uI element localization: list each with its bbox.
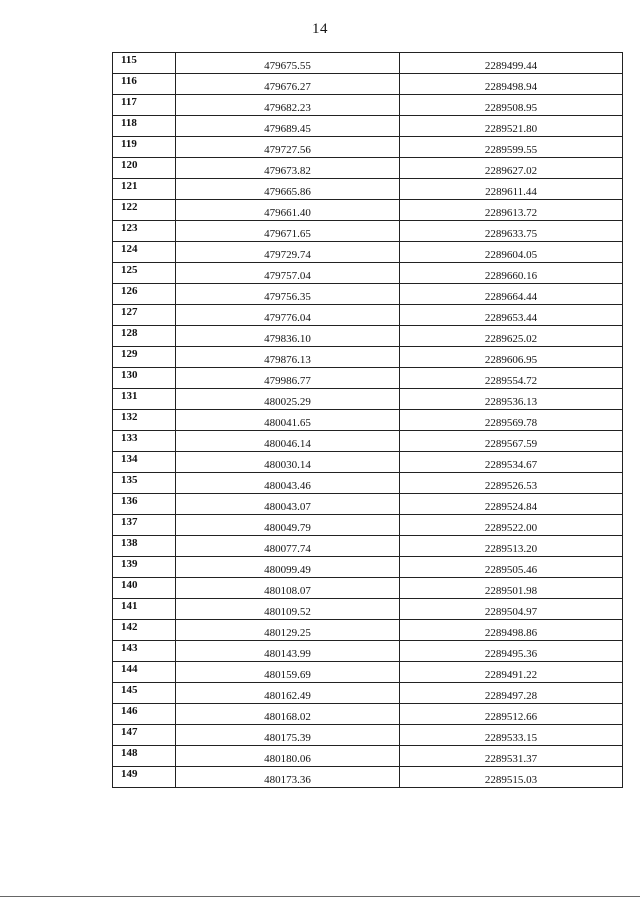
point-number-cell: 125 bbox=[113, 263, 176, 284]
point-number-cell: 146 bbox=[113, 704, 176, 725]
x-coordinate-cell: 479757.04 bbox=[176, 263, 400, 284]
point-number-cell: 142 bbox=[113, 620, 176, 641]
y-coordinate-cell: 2289513.20 bbox=[400, 536, 623, 557]
table-row bbox=[113, 431, 623, 452]
coordinates-table-body bbox=[113, 53, 623, 788]
table-row bbox=[113, 557, 623, 578]
y-coordinate-cell: 2289533.15 bbox=[400, 725, 623, 746]
table-row bbox=[113, 305, 623, 326]
table-row bbox=[113, 200, 623, 221]
table-row bbox=[113, 746, 623, 767]
point-number-cell: 120 bbox=[113, 158, 176, 179]
x-coordinate-cell: 479673.82 bbox=[176, 158, 400, 179]
table-row bbox=[113, 410, 623, 431]
table-row bbox=[113, 242, 623, 263]
x-coordinate-cell: 480129.25 bbox=[176, 620, 400, 641]
x-coordinate-cell: 479676.27 bbox=[176, 74, 400, 95]
point-number-cell: 149 bbox=[113, 767, 176, 788]
x-coordinate-cell: 480099.49 bbox=[176, 557, 400, 578]
point-number-cell: 134 bbox=[113, 452, 176, 473]
table-row bbox=[113, 704, 623, 725]
point-number-cell: 133 bbox=[113, 431, 176, 452]
y-coordinate-cell: 2289604.05 bbox=[400, 242, 623, 263]
table-row bbox=[113, 473, 623, 494]
y-coordinate-cell: 2289524.84 bbox=[400, 494, 623, 515]
x-coordinate-cell: 480168.02 bbox=[176, 704, 400, 725]
point-number-cell: 119 bbox=[113, 137, 176, 158]
x-coordinate-cell: 479776.04 bbox=[176, 305, 400, 326]
x-coordinate-cell: 479727.56 bbox=[176, 137, 400, 158]
table-row bbox=[113, 95, 623, 116]
point-number-cell: 121 bbox=[113, 179, 176, 200]
point-number-cell: 141 bbox=[113, 599, 176, 620]
point-number-cell: 138 bbox=[113, 536, 176, 557]
x-coordinate-cell: 480046.14 bbox=[176, 431, 400, 452]
y-coordinate-cell: 2289633.75 bbox=[400, 221, 623, 242]
point-number-cell: 132 bbox=[113, 410, 176, 431]
y-coordinate-cell: 2289567.59 bbox=[400, 431, 623, 452]
x-coordinate-cell: 480049.79 bbox=[176, 515, 400, 536]
y-coordinate-cell: 2289501.98 bbox=[400, 578, 623, 599]
y-coordinate-cell: 2289625.02 bbox=[400, 326, 623, 347]
y-coordinate-cell: 2289627.02 bbox=[400, 158, 623, 179]
table-row bbox=[113, 662, 623, 683]
y-coordinate-cell: 2289491.22 bbox=[400, 662, 623, 683]
x-coordinate-cell: 479836.10 bbox=[176, 326, 400, 347]
point-number-cell: 135 bbox=[113, 473, 176, 494]
point-number-cell: 147 bbox=[113, 725, 176, 746]
point-number-cell: 144 bbox=[113, 662, 176, 683]
y-coordinate-cell: 2289606.95 bbox=[400, 347, 623, 368]
x-coordinate-cell: 480175.39 bbox=[176, 725, 400, 746]
y-coordinate-cell: 2289599.55 bbox=[400, 137, 623, 158]
table-row bbox=[113, 494, 623, 515]
table-row bbox=[113, 389, 623, 410]
x-coordinate-cell: 480041.65 bbox=[176, 410, 400, 431]
y-coordinate-cell: 2289508.95 bbox=[400, 95, 623, 116]
point-number-cell: 131 bbox=[113, 389, 176, 410]
x-coordinate-cell: 480108.07 bbox=[176, 578, 400, 599]
y-coordinate-cell: 2289613.72 bbox=[400, 200, 623, 221]
table-row bbox=[113, 137, 623, 158]
y-coordinate-cell: 2289498.86 bbox=[400, 620, 623, 641]
y-coordinate-cell: 2289515.03 bbox=[400, 767, 623, 788]
x-coordinate-cell: 480043.46 bbox=[176, 473, 400, 494]
x-coordinate-cell: 480159.69 bbox=[176, 662, 400, 683]
point-number-cell: 137 bbox=[113, 515, 176, 536]
table-row bbox=[113, 263, 623, 284]
x-coordinate-cell: 479756.35 bbox=[176, 284, 400, 305]
x-coordinate-cell: 479671.65 bbox=[176, 221, 400, 242]
y-coordinate-cell: 2289554.72 bbox=[400, 368, 623, 389]
table-row bbox=[113, 683, 623, 704]
y-coordinate-cell: 2289526.53 bbox=[400, 473, 623, 494]
y-coordinate-cell: 2289497.28 bbox=[400, 683, 623, 704]
y-coordinate-cell: 2289536.13 bbox=[400, 389, 623, 410]
table-row bbox=[113, 221, 623, 242]
table-row bbox=[113, 515, 623, 536]
y-coordinate-cell: 2289534.67 bbox=[400, 452, 623, 473]
x-coordinate-cell: 479661.40 bbox=[176, 200, 400, 221]
point-number-cell: 136 bbox=[113, 494, 176, 515]
table-row bbox=[113, 116, 623, 137]
x-coordinate-cell: 480180.06 bbox=[176, 746, 400, 767]
point-number-cell: 148 bbox=[113, 746, 176, 767]
y-coordinate-cell: 2289653.44 bbox=[400, 305, 623, 326]
point-number-cell: 129 bbox=[113, 347, 176, 368]
x-coordinate-cell: 479665.86 bbox=[176, 179, 400, 200]
table-row bbox=[113, 347, 623, 368]
y-coordinate-cell: 2289569.78 bbox=[400, 410, 623, 431]
x-coordinate-cell: 480173.36 bbox=[176, 767, 400, 788]
x-coordinate-cell: 479682.23 bbox=[176, 95, 400, 116]
table-row bbox=[113, 599, 623, 620]
x-coordinate-cell: 480030.14 bbox=[176, 452, 400, 473]
point-number-cell: 124 bbox=[113, 242, 176, 263]
y-coordinate-cell: 2289522.00 bbox=[400, 515, 623, 536]
coordinates-table bbox=[112, 52, 623, 788]
y-coordinate-cell: 2289512.66 bbox=[400, 704, 623, 725]
point-number-cell: 127 bbox=[113, 305, 176, 326]
table-row bbox=[113, 53, 623, 74]
table-row bbox=[113, 452, 623, 473]
point-number-cell: 123 bbox=[113, 221, 176, 242]
table-row bbox=[113, 368, 623, 389]
table-row bbox=[113, 179, 623, 200]
table-row bbox=[113, 725, 623, 746]
point-number-cell: 126 bbox=[113, 284, 176, 305]
y-coordinate-cell: 2289611.44 bbox=[400, 179, 623, 200]
point-number-cell: 116 bbox=[113, 74, 176, 95]
x-coordinate-cell: 480025.29 bbox=[176, 389, 400, 410]
x-coordinate-cell: 479689.45 bbox=[176, 116, 400, 137]
y-coordinate-cell: 2289499.44 bbox=[400, 53, 623, 74]
point-number-cell: 145 bbox=[113, 683, 176, 704]
point-number-cell: 117 bbox=[113, 95, 176, 116]
point-number-cell: 139 bbox=[113, 557, 176, 578]
x-coordinate-cell: 480077.74 bbox=[176, 536, 400, 557]
y-coordinate-cell: 2289498.94 bbox=[400, 74, 623, 95]
point-number-cell: 130 bbox=[113, 368, 176, 389]
point-number-cell: 128 bbox=[113, 326, 176, 347]
point-number-cell: 115 bbox=[113, 53, 176, 74]
x-coordinate-cell: 479675.55 bbox=[176, 53, 400, 74]
x-coordinate-cell: 479986.77 bbox=[176, 368, 400, 389]
x-coordinate-cell: 479729.74 bbox=[176, 242, 400, 263]
x-coordinate-cell: 479876.13 bbox=[176, 347, 400, 368]
table-row bbox=[113, 620, 623, 641]
point-number-cell: 118 bbox=[113, 116, 176, 137]
y-coordinate-cell: 2289495.36 bbox=[400, 641, 623, 662]
point-number-cell: 122 bbox=[113, 200, 176, 221]
y-coordinate-cell: 2289504.97 bbox=[400, 599, 623, 620]
y-coordinate-cell: 2289531.37 bbox=[400, 746, 623, 767]
x-coordinate-cell: 480043.07 bbox=[176, 494, 400, 515]
x-coordinate-cell: 480162.49 bbox=[176, 683, 400, 704]
y-coordinate-cell: 2289505.46 bbox=[400, 557, 623, 578]
table-row bbox=[113, 536, 623, 557]
table-row bbox=[113, 578, 623, 599]
y-coordinate-cell: 2289521.80 bbox=[400, 116, 623, 137]
footer-rule bbox=[0, 896, 640, 897]
table-row bbox=[113, 326, 623, 347]
table-row bbox=[113, 284, 623, 305]
x-coordinate-cell: 480143.99 bbox=[176, 641, 400, 662]
y-coordinate-cell: 2289660.16 bbox=[400, 263, 623, 284]
page-number: 14 bbox=[312, 21, 328, 37]
table-row bbox=[113, 158, 623, 179]
y-coordinate-cell: 2289664.44 bbox=[400, 284, 623, 305]
point-number-cell: 143 bbox=[113, 641, 176, 662]
table-row bbox=[113, 767, 623, 788]
table-row bbox=[113, 74, 623, 95]
x-coordinate-cell: 480109.52 bbox=[176, 599, 400, 620]
table-row bbox=[113, 641, 623, 662]
point-number-cell: 140 bbox=[113, 578, 176, 599]
